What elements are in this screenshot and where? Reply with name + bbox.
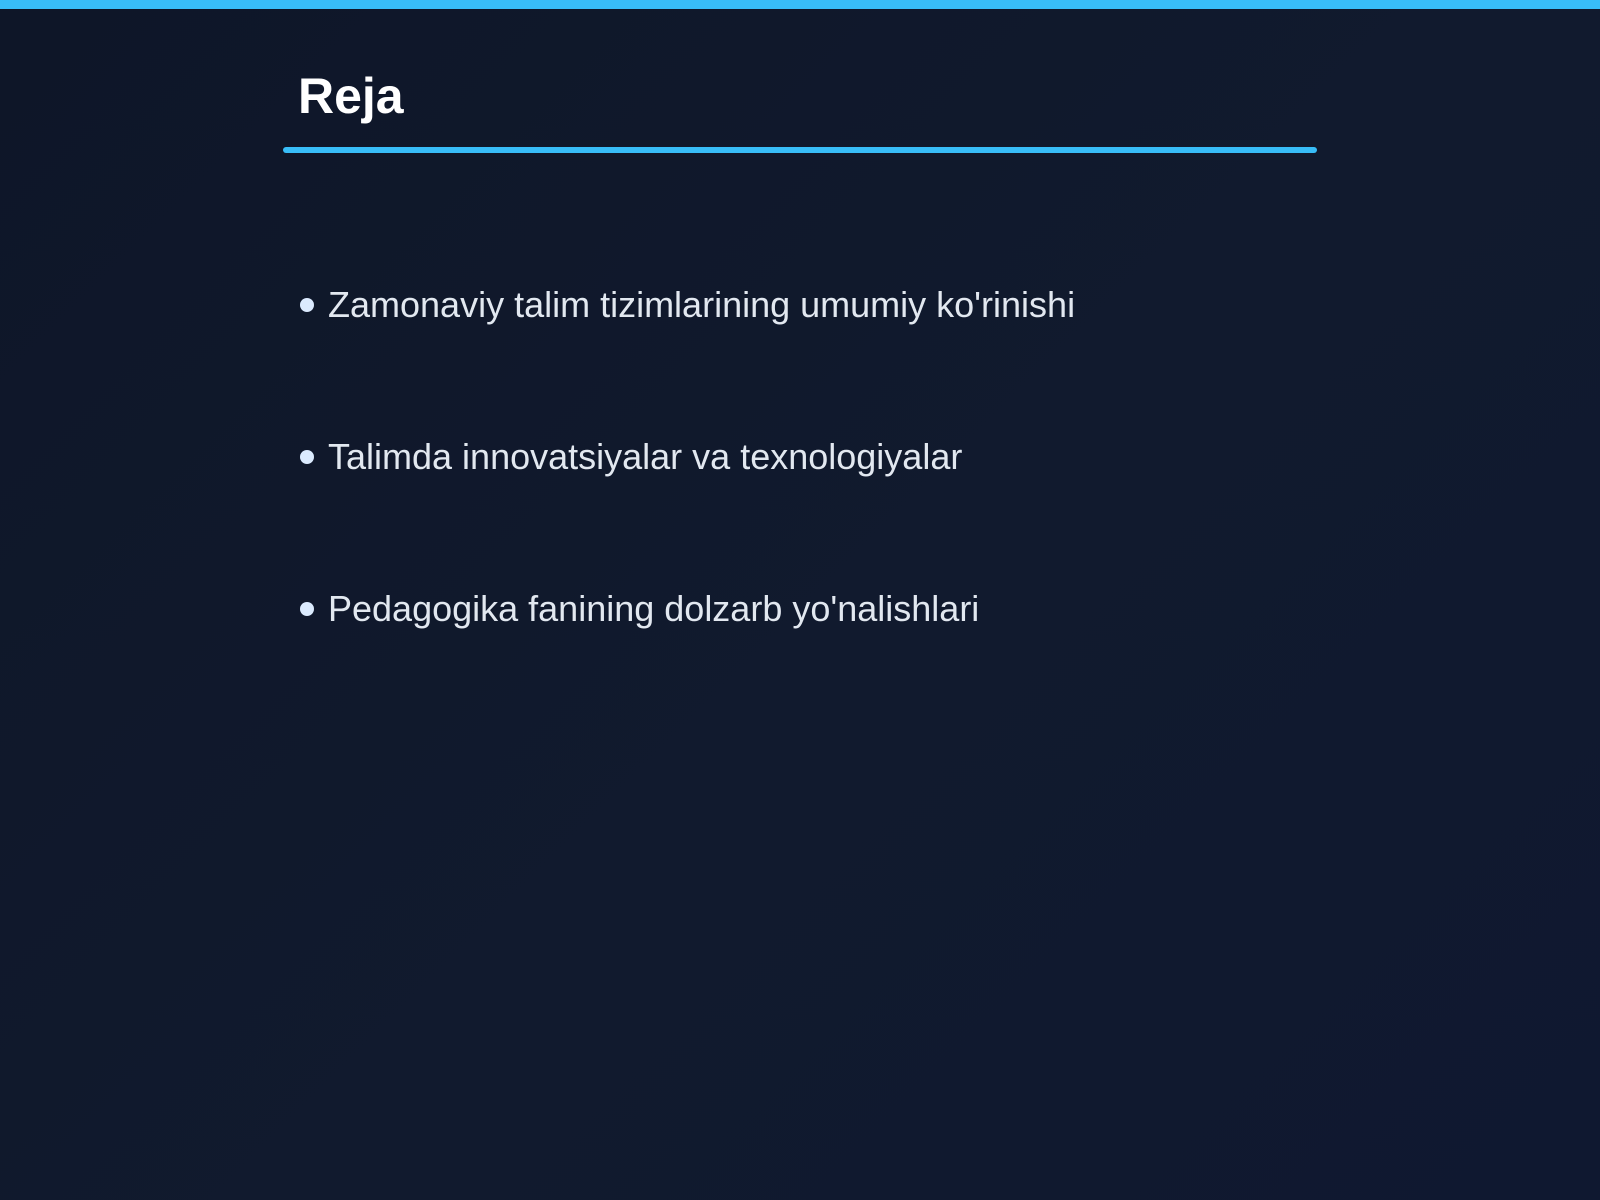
- title-underline: [283, 147, 1317, 153]
- agenda-item: [300, 579, 1075, 639]
- agenda-item-text: Zamonaviy talim tizimlarining umumiy ko'rinishi: [328, 284, 1076, 326]
- bullet-dot-icon: [300, 298, 314, 312]
- bullet-dot-icon: [300, 602, 314, 616]
- agenda-list: [300, 275, 1075, 731]
- agenda-item: [300, 427, 1075, 487]
- agenda-item: [300, 275, 1075, 335]
- agenda-item-text: Talimda innovatsiyalar va texnologiyalar: [328, 436, 963, 478]
- top-accent-bar: [0, 0, 1600, 9]
- slide-title: Reja: [298, 68, 404, 124]
- agenda-item-text: Pedagogika fanining dolzarb yo'nalishlari: [328, 588, 980, 630]
- bullet-dot-icon: [300, 450, 314, 464]
